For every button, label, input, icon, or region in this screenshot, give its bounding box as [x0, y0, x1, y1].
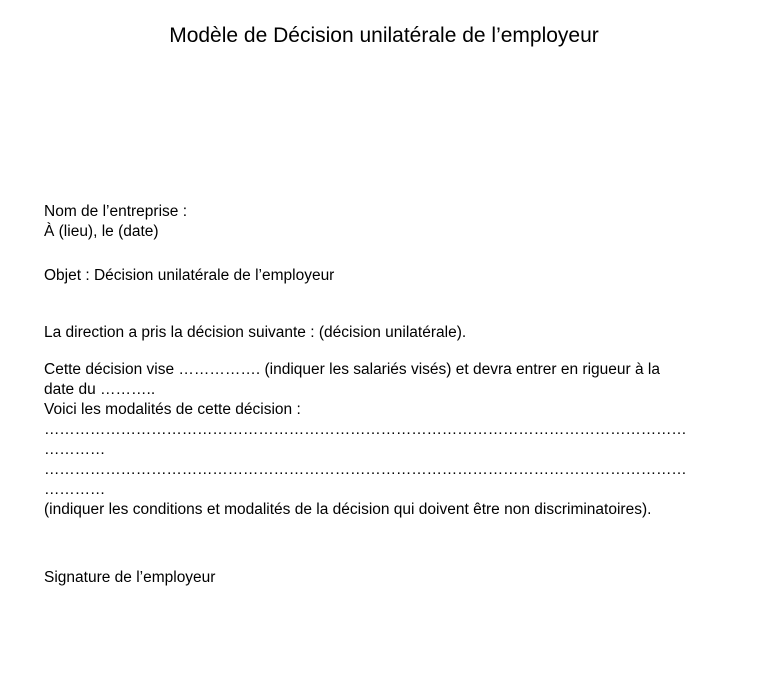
modalities-intro: Voici les modalités de cette décision :	[44, 401, 301, 418]
document-body	[44, 202, 754, 588]
dotted-line-4: …………	[44, 481, 106, 498]
decision-line: La direction a pris la décision suivante : (décision unilatérale).	[44, 324, 467, 341]
dotted-line-1: ………………………………………………………………………………………………………………	[44, 421, 687, 438]
signature-line: Signature de l’employeur	[44, 569, 216, 586]
document-title: Modèle de Décision unilatérale de l’employeur	[169, 24, 599, 47]
dotted-line-2: …………	[44, 441, 106, 458]
subject-line: Objet : Décision unilatérale de l’employeur	[44, 267, 335, 284]
target-line-1: Cette décision vise ……………. (indiquer les salariés visés) et devra entrer en rigueur à la	[44, 361, 660, 378]
target-line-2: date du ………..	[44, 381, 156, 398]
place-date-line: À (lieu), le (date)	[44, 223, 159, 240]
dotted-line-3: ………………………………………………………………………………………………………………	[44, 461, 687, 478]
conditions-line: (indiquer les conditions et modalités de la décision qui doivent être non discriminatoires).	[44, 501, 652, 518]
company-name-line: Nom de l’entreprise :	[44, 203, 188, 220]
